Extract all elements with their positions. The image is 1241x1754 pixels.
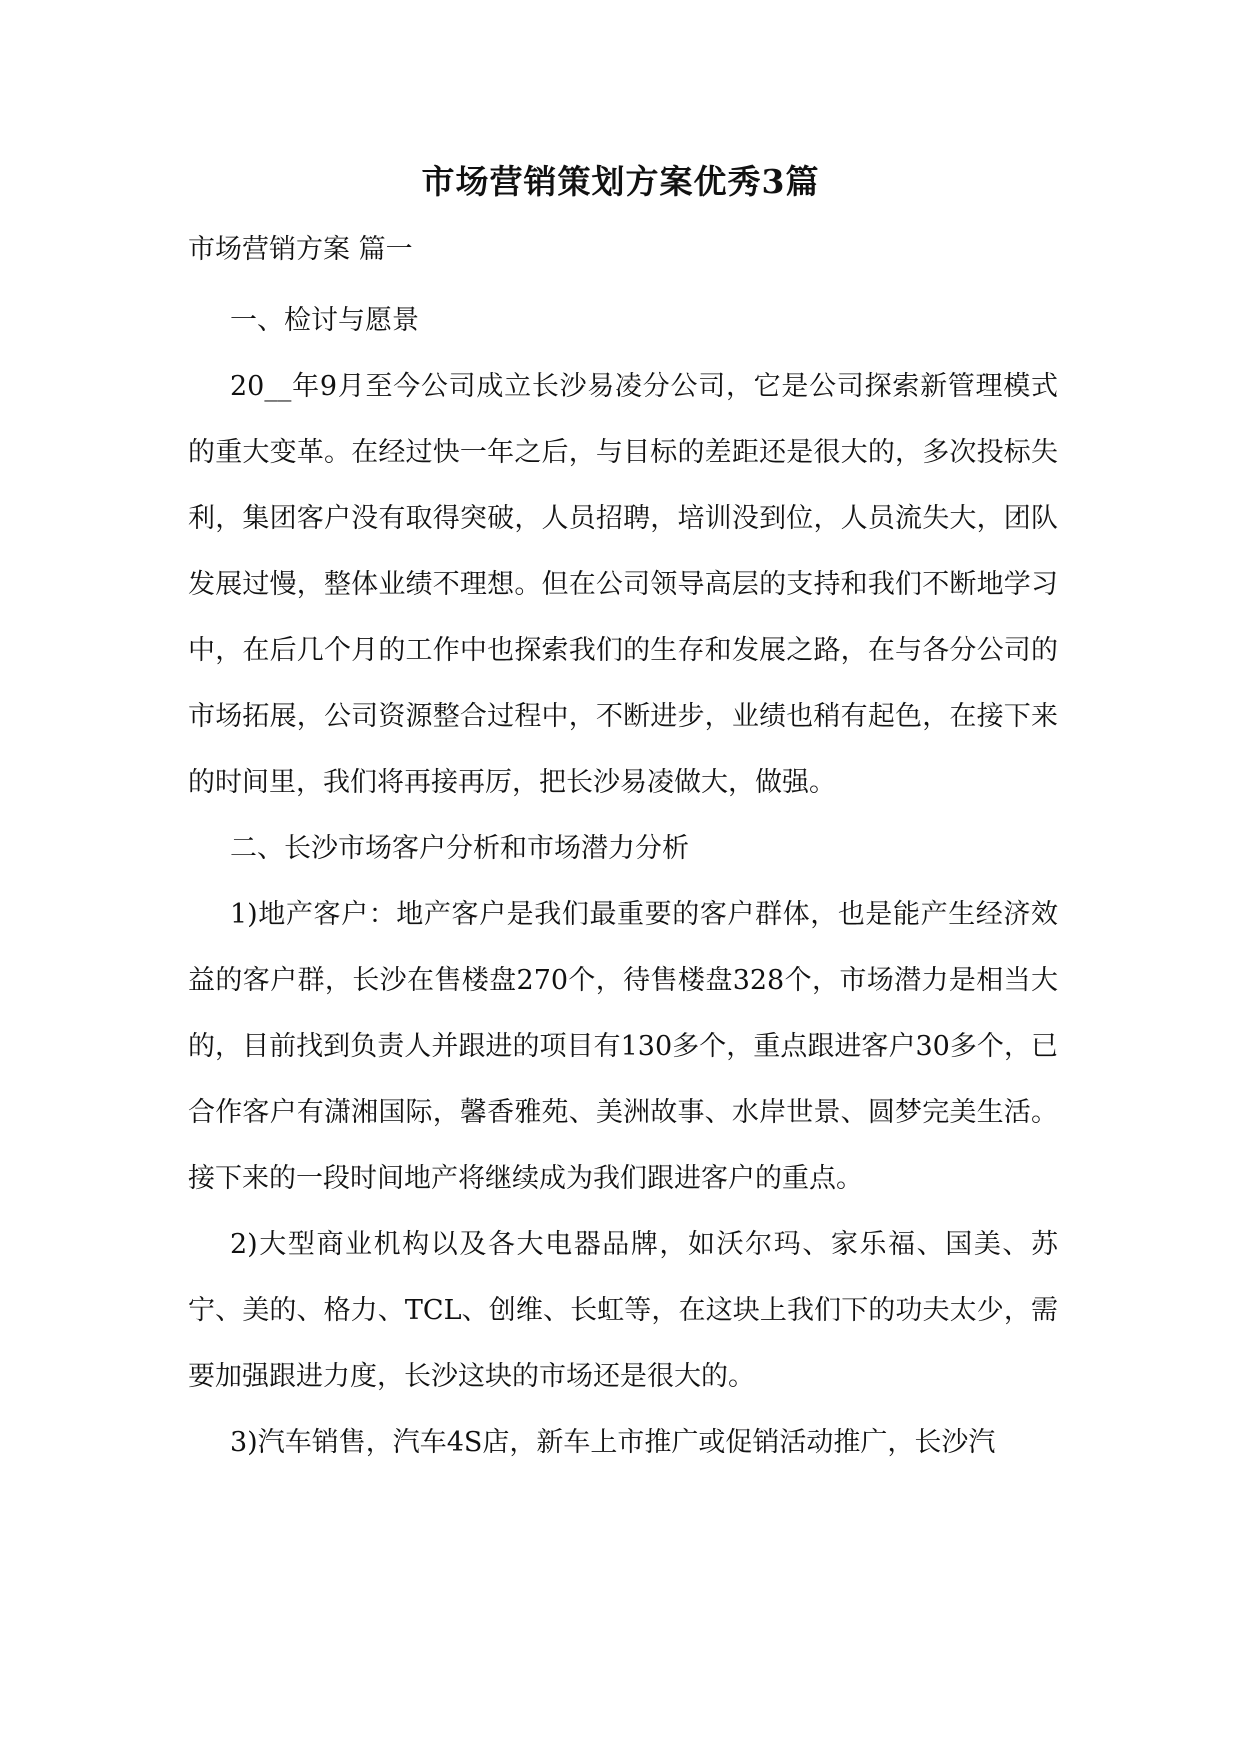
document-subtitle: 市场营销方案 篇一 bbox=[188, 234, 413, 265]
list-item-2: 2)大型商业机构以及各大电器品牌，如沃尔玛、家乐福、国美、苏宁、美的、格力、TCL、创维、长虹等，在这块上我们下的功夫太少，需要加强跟进力度，长沙这块的市场还是很大的。 bbox=[188, 1229, 1058, 1392]
section-paragraph-1: 20__年9月至今公司成立长沙易凌分公司，它是公司探索新管理模式的重大变革。在经过快一年之后，与目标的差距还是很大的，多次投标失利，集团客户没有取得突破，人员招聘，培训没到位，人员流失大，团队发展过慢，整体业绩不理想。但在公司领导高层的支持和我们不断地学习中，在后几个月的工作中也探索我们的生存和发展之路，在与各分公司的市场拓展，公司资源整合过程中，不断进步，业绩也稍有起色，在接下来的时间里，我们将再接再厉，把长沙易凌做大，做强。 bbox=[188, 371, 1058, 798]
list-item-3: 3)汽车销售，汽车4S店，新车上市推广或促销活动推广，长沙汽 bbox=[230, 1427, 996, 1458]
list-item-1: 1)地产客户：地产客户是我们最重要的客户群体，也是能产生经济效益的客户群，长沙在售楼盘270个，待售楼盘328个，市场潜力是相当大的，目前找到负责人并跟进的项目有130多个，重点跟进客户30多个，已合作客户有潇湘国际，馨香雅苑、美洲故事、水岸世景、圆梦完美生活。接下来的一段时间地产将继续成为我们跟进客户的重点。 bbox=[188, 899, 1058, 1194]
section-heading-1: 一、检讨与愿景 bbox=[230, 305, 419, 336]
section-heading-2: 二、长沙市场客户分析和市场潜力分析 bbox=[230, 833, 689, 864]
document-body bbox=[188, 288, 1058, 1476]
document-title: 市场营销策划方案优秀3篇 bbox=[421, 162, 820, 201]
